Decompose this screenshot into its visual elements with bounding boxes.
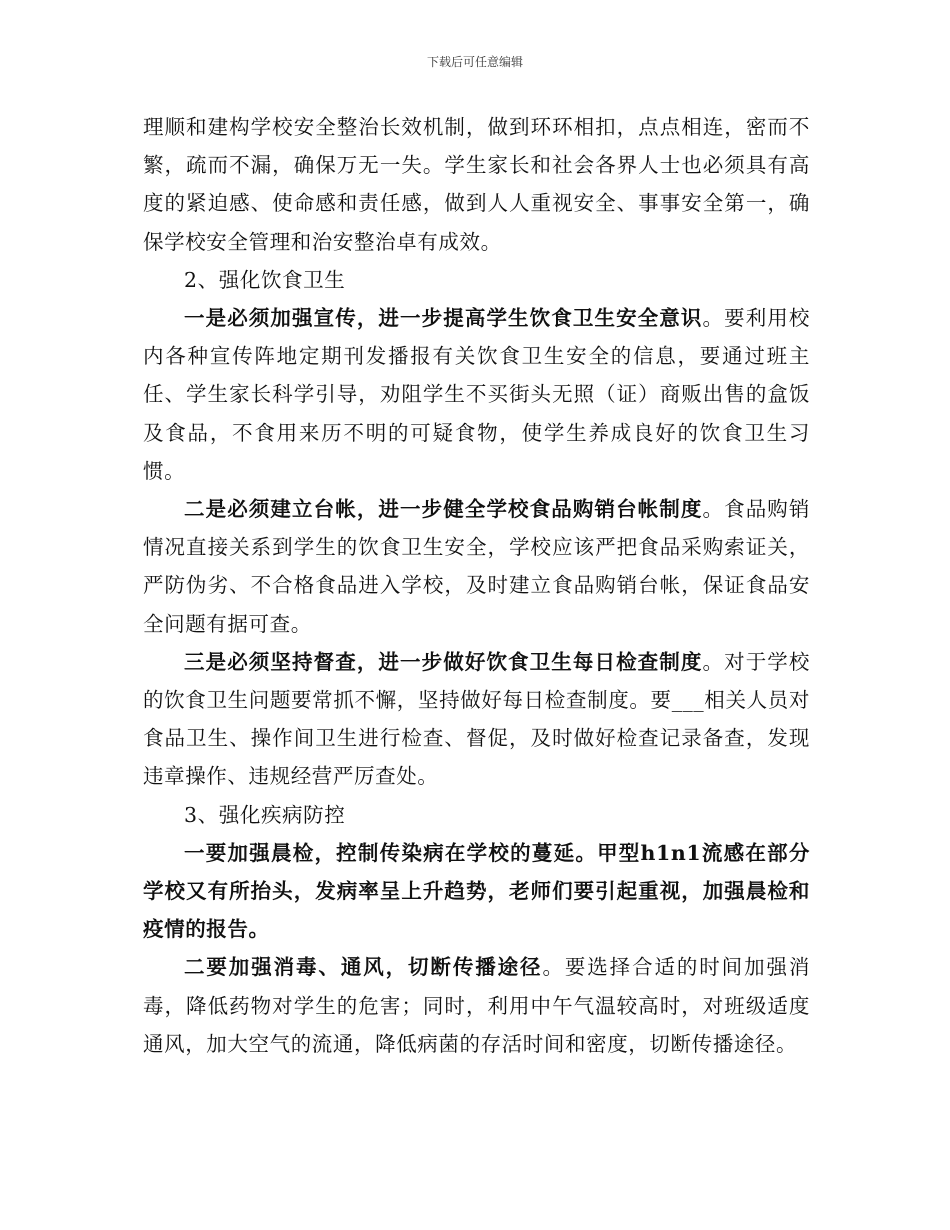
page-header: 下载后可任意编辑: [426, 55, 523, 69]
paragraph-inspection: [143, 643, 810, 796]
paragraph-lead: 三是必须坚持督查，进一步做好饮食卫生每日检查制度: [184, 649, 703, 674]
paragraph-publicity: [143, 299, 810, 490]
paragraph-ledger: [143, 490, 810, 643]
section-heading-text: 2、强化饮食卫生: [184, 267, 346, 292]
paragraph-text: 。要选择合适的时间加强消毒，降低药物对学生的危害；同时，利用中午气温较高时，对班级适度通风，加大空气的流通，降低病菌的存活时间和密度，切断传播途径。: [143, 955, 810, 1056]
paragraph-lead: 一要加强晨检，控制传染病在学校的蔓延。甲型h1n1流感在部分学校又有所抬头，发病率呈上升趋势，老师们要引起重视，加强晨检和疫情的报告。: [143, 840, 810, 942]
paragraph-text: 。要利用校内各种宣传阵地定期刊发播报有关饮食卫生安全的信息，要通过班主任、学生家长科学引导，劝阻学生不买街头无照（证）商贩出售的盒饭及食品，不食用来历不明的可疑食物，使学生养成良好的饮食卫生习惯。: [143, 306, 810, 483]
section-heading-text: 3、强化疾病防控: [184, 802, 346, 827]
paragraph-morning-check: [143, 834, 810, 949]
paragraph-disinfection: [143, 948, 810, 1063]
section-heading-food-hygiene: [143, 261, 810, 299]
paragraph-text: 理顺和建构学校安全整治长效机制，做到环环相扣，点点相连，密而不繁，疏而不漏，确保万无一失。学生家长和社会各界人士也必须具有高度的紧迫感、使命感和责任感，做到人人重视安全、事事安全第一，确保学校安全管理和治安整治卓有成效。: [143, 115, 810, 254]
paragraph-lead: 二是必须建立台帐，进一步健全学校食品购销台帐制度: [184, 497, 703, 522]
paragraph-text: 。对于学校的饮食卫生问题要常抓不懈，坚持做好每日检查制度。要___相关人员对食品卫生、操作间卫生进行检查、督促，及时做好检查记录备查，发现违章操作、违规经营严厉查处。: [143, 649, 810, 789]
section-heading-disease-control: [143, 796, 810, 834]
paragraph-lead: 一是必须加强宣传，进一步提高学生饮食卫生安全意识: [184, 306, 703, 331]
paragraph-continuation: [143, 108, 810, 261]
paragraph-text: 。食品购销情况直接关系到学生的饮食卫生安全，学校应该严把食品采购索证关，严防伪劣、不合格食品进入学校，及时建立食品购销台帐，保证食品安全问题有据可查。: [143, 497, 810, 636]
document-body: [143, 108, 810, 1063]
paragraph-lead: 二要加强消毒、通风，切断传播途径: [184, 955, 543, 980]
